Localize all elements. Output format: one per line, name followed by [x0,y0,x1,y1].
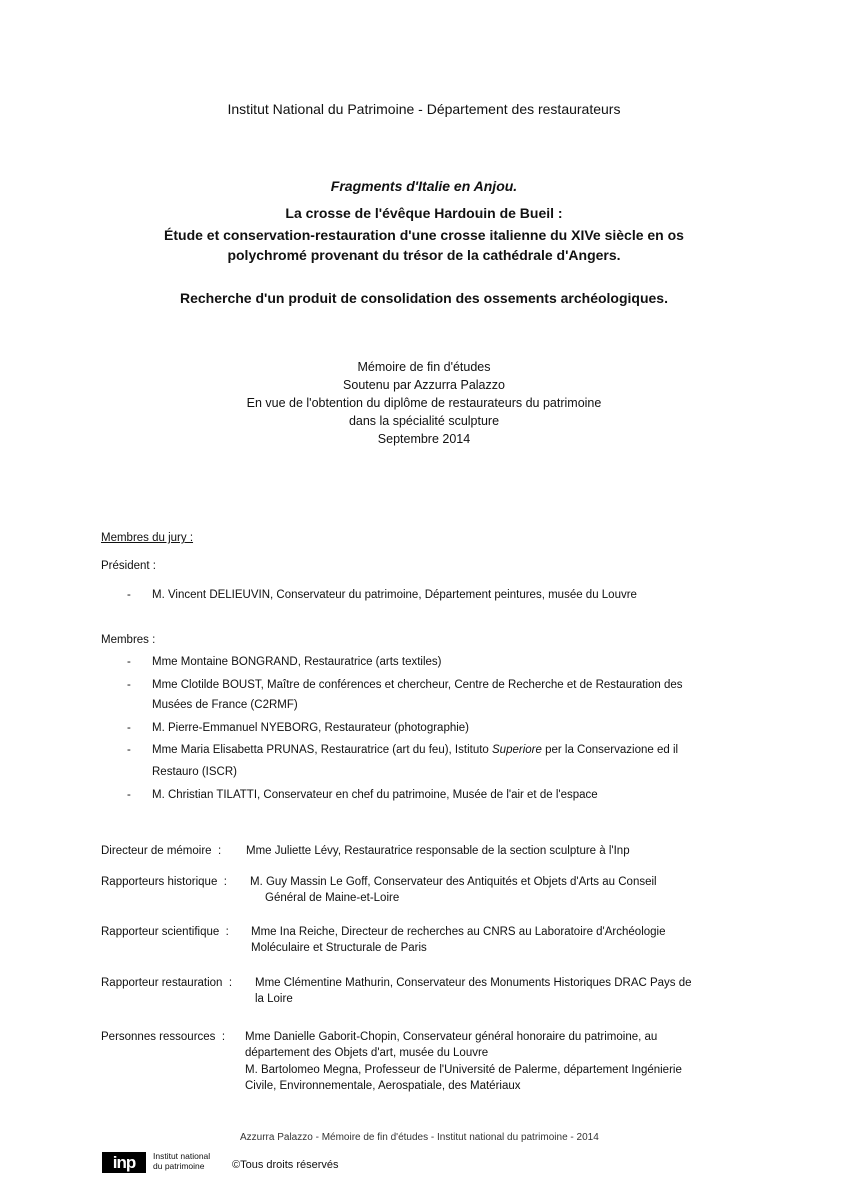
bullet-dash: - [127,789,131,801]
jury-heading: Membres du jury : [101,532,194,544]
role-value: Mme Ina Reiche, Directeur de recherches au CNRS au Laboratoire d'Archéologie [251,926,666,938]
role-value: Mme Juliette Lévy, Restauratrice responsable de la section sculpture à l'Inp [246,845,630,857]
member-entry-part: per la Conservazione ed il [541,744,679,756]
role-label-text: Directeur de mémoire [101,845,212,857]
member-entry: Mme Clotilde BOUST, Maître de conférences et chercheur, Centre de Recherche et de Restauration des [152,679,683,691]
title-line-3: polychromé provenant du trésor de la cathédrale d'Angers. [227,247,621,263]
memoire-line-3: En vue de l'obtention du diplôme de restaurateurs du patrimoine [246,396,602,410]
role-separator: : [223,876,227,888]
role-value-cont: Général de Maine-et-Loire [265,892,400,904]
footer-credit: Azzurra Palazzo - Mémoire de fin d'études - Institut national du patrimoine - 2014 [240,1132,599,1143]
role-label-text: Rapporteur scientifique [101,926,220,938]
title-italic: Fragments d'Italie en Anjou. [330,178,518,194]
member-entry: M. Pierre-Emmanuel NYEBORG, Restaurateur (photographie) [152,722,470,734]
bullet-dash: - [127,722,131,734]
member-entry [152,744,678,756]
role-value: Mme Clémentine Mathurin, Conservateur des Monuments Historiques DRAC Pays de [255,977,692,989]
title-line-1: La crosse de l'évêque Hardouin de Bueil : [285,205,563,221]
member-entry-cont: Restauro (ISCR) [152,766,237,778]
role-value-cont: la Loire [255,993,293,1005]
title-line-2: Étude et conservation-restauration d'une crosse italienne du XIVe siècle en os [164,227,684,243]
role-separator: : [228,977,233,989]
role-label [101,876,227,888]
role-value-cont: M. Bartolomeo Megna, Professeur de l'Université de Palerme, département Ingénierie [245,1064,682,1076]
role-label [101,1031,225,1043]
logo-line-2: du patrimoine [153,1161,205,1171]
role-value-cont: Moléculaire et Structurale de Paris [251,942,427,954]
role-label [101,926,229,938]
role-separator: : [225,926,229,938]
member-entry-part: Mme Maria Elisabetta PRUNAS, Restauratrice (art du feu), Istituto [152,744,493,756]
memoire-line-5: Septembre 2014 [377,432,471,446]
copyright-notice: ©Tous droits réservés [232,1159,339,1171]
role-separator: : [217,845,222,857]
inp-logo-text [153,1151,210,1171]
role-label [101,977,232,989]
member-entry-italic: Superiore [492,744,542,756]
memoire-line-4: dans la spécialité sculpture [348,414,500,428]
bullet-dash: - [127,679,131,691]
president-label: Président : [101,560,156,572]
role-separator: : [221,1031,226,1043]
role-value-cont: Civile, Environnementale, Aerospatiale, des Matériaux [245,1080,521,1092]
role-label-text: Rapporteurs historique [101,876,218,888]
member-entry: Mme Montaine BONGRAND, Restauratrice (arts textiles) [152,656,442,668]
bullet-dash: - [127,744,131,756]
role-label-text: Rapporteur restauration [101,977,223,989]
members-label: Membres : [101,634,156,646]
role-label-text: Personnes ressources [101,1031,216,1043]
memoire-line-1: Mémoire de fin d'études [357,360,491,374]
bullet-dash: - [127,656,131,668]
role-value-cont: département des Objets d'art, musée du Louvre [245,1047,489,1059]
title-line-4: Recherche d'un produit de consolidation des ossements archéologiques. [180,290,668,306]
memoire-line-2: Soutenu par Azzurra Palazzo [343,378,505,392]
logo-line-1: Institut national [153,1151,211,1161]
member-entry-cont: Musées de France (C2RMF) [152,699,298,711]
role-label [101,845,221,857]
inp-logo: inp [102,1152,146,1173]
president-entry: M. Vincent DELIEUVIN, Conservateur du patrimoine, Département peintures, musée du Louvre [152,589,637,601]
bullet-dash: - [127,589,131,601]
role-value: Mme Danielle Gaborit-Chopin, Conservateur général honoraire du patrimoine, au [245,1031,658,1043]
institution-header: Institut National du Patrimoine - Département des restaurateurs [227,101,621,117]
member-entry: M. Christian TILATTI, Conservateur en chef du patrimoine, Musée de l'air et de l'espace [152,789,598,801]
role-value: M. Guy Massin Le Goff, Conservateur des Antiquités et Objets d'Arts au Conseil [250,876,657,888]
